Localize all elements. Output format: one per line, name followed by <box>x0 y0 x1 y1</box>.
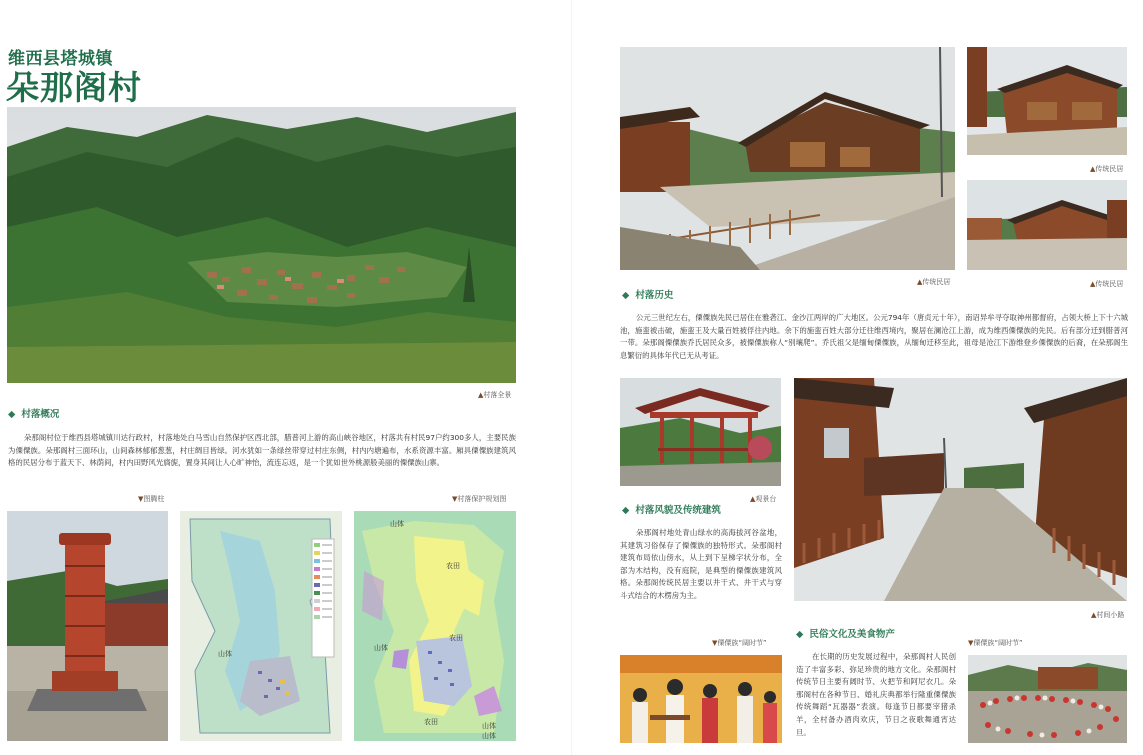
pavilion-caption: ▲观景台 <box>750 495 777 503</box>
map-label: 农田 <box>449 634 463 642</box>
house-large-caption: ▲传统民居 <box>917 278 951 286</box>
architecture-heading: ◆ 村落风貌及传统建筑 <box>622 505 721 516</box>
festival-left-caption: ▼傈僳族“阔时节” <box>712 639 767 647</box>
totem-caption: ▼图腾柱 <box>138 495 165 503</box>
map-label: 山体 <box>482 722 496 730</box>
page-gutter <box>571 0 572 755</box>
overview-text: 朵那阁村位于维西县塔城镇川达行政村，村落地处白马雪山自然保护区西北部，腊普河上游的高山峡谷地区，村落共有村民97户约300多人，主要民族为傈僳族。朵那阁村三面环山，山间森林郁郁葱葱，村庄绸目皆绿。河水犹如一条绿丝带穿过村庄东侧，村内内塘遍布，水系资源丰富。厢具傈僳族建筑风格的民居分布于蓝天下、林荫间，村内田野风光旖旎，置身其间让人心旷神怡，流连忘返，是一个犹如世外桃源般美丽的傈僳族山寨。 <box>8 433 516 468</box>
house-top-right-caption: ▲传统民居 <box>1090 165 1124 173</box>
plan-caption: ▼村落保护规划图 <box>452 495 507 503</box>
page-subtitle: 维西县塔城镇 <box>8 49 113 69</box>
map-label: 山体 <box>482 732 496 740</box>
totem-pole-photo <box>7 511 168 741</box>
viewing-platform-photo <box>620 378 781 486</box>
history-text: 公元三世纪左右，傈僳族先民已居住在雅砻江、金沙江两岸的广大地区。公元794年（唐贞元十年），南诏异牟寻夺取神州都督府，占领大桥上下十六城池，施蛮被击破，施蛮王及大量百姓被俘往内地。余下的施蛮百姓大部分迁往维西境内，聚居在澜沧江上游，成为维西傈僳族的先民。后有部分迁到腊普河一带。朵那阁傈僳族乔氏居民众多，被傈僳族称人“别壤爬”。乔氏祖父是缅甸傈僳族，从缅甸迁移至此，祖母是沧江下游维登乡傈僳族的后裔，在朵那阁生息繁衍的具体年代已无从考证。 <box>620 313 1128 360</box>
festival-photo-left <box>620 655 782 743</box>
map-label: 山体 <box>374 644 388 652</box>
overview-heading: ◆ 村落概况 <box>8 409 60 420</box>
culture-text: 在长期的历史发展过程中，朵那阁村人民创造了丰富多彩、弥足珍贵的地方文化。朵那阁村传统节日主要有阔时节、火把节和阿尼衣几。朵那阁村在各种节日、婚礼庆典都举行隆重傈僳族传统舞蹈“瓦器器”表演。每逢节日都要宰猪杀羊，全村备办酒肉欢庆，节日之夜歌舞通宵达旦。 <box>796 652 956 737</box>
lane-caption: ▲村间小路 <box>1091 611 1125 619</box>
page-title: 朵那阁村 <box>6 68 142 107</box>
protection-plan-map-right <box>354 511 516 741</box>
architecture-text: 朵那阁村地处青山绿水的高海拔河谷盆地，其建筑习俗保存了傈僳族的独特形式。朵那阁村建筑布局依山傍水，从上到下呈梯字状分布，全部为木结构，没有庭院，是典型的傈僳族建筑风格。朵那阁传统民居主要以井干式、井干式与穿斗式结合的木楞房为主。 <box>620 528 782 600</box>
culture-heading: ◆ 民俗文化及美食物产 <box>796 629 895 640</box>
traditional-house-photo-mid-right <box>967 180 1127 270</box>
map-label: 山体 <box>218 650 232 658</box>
village-panorama-photo <box>7 107 516 383</box>
festival-right-caption: ▼傈僳族“阔时节” <box>968 639 1023 647</box>
panorama-caption: ▲村落全景 <box>478 391 512 399</box>
map-label: 山体 <box>390 520 404 528</box>
house-mid-right-caption: ▲传统民居 <box>1090 280 1124 288</box>
protection-plan-map-left <box>180 511 342 741</box>
map-label: 农田 <box>424 718 438 726</box>
map-label: 农田 <box>446 562 460 570</box>
festival-photo-right <box>968 655 1127 743</box>
traditional-house-photo-large <box>620 47 955 270</box>
village-lane-photo <box>794 378 1127 601</box>
history-heading: ◆ 村落历史 <box>622 290 674 301</box>
traditional-house-photo-top-right <box>967 47 1127 155</box>
